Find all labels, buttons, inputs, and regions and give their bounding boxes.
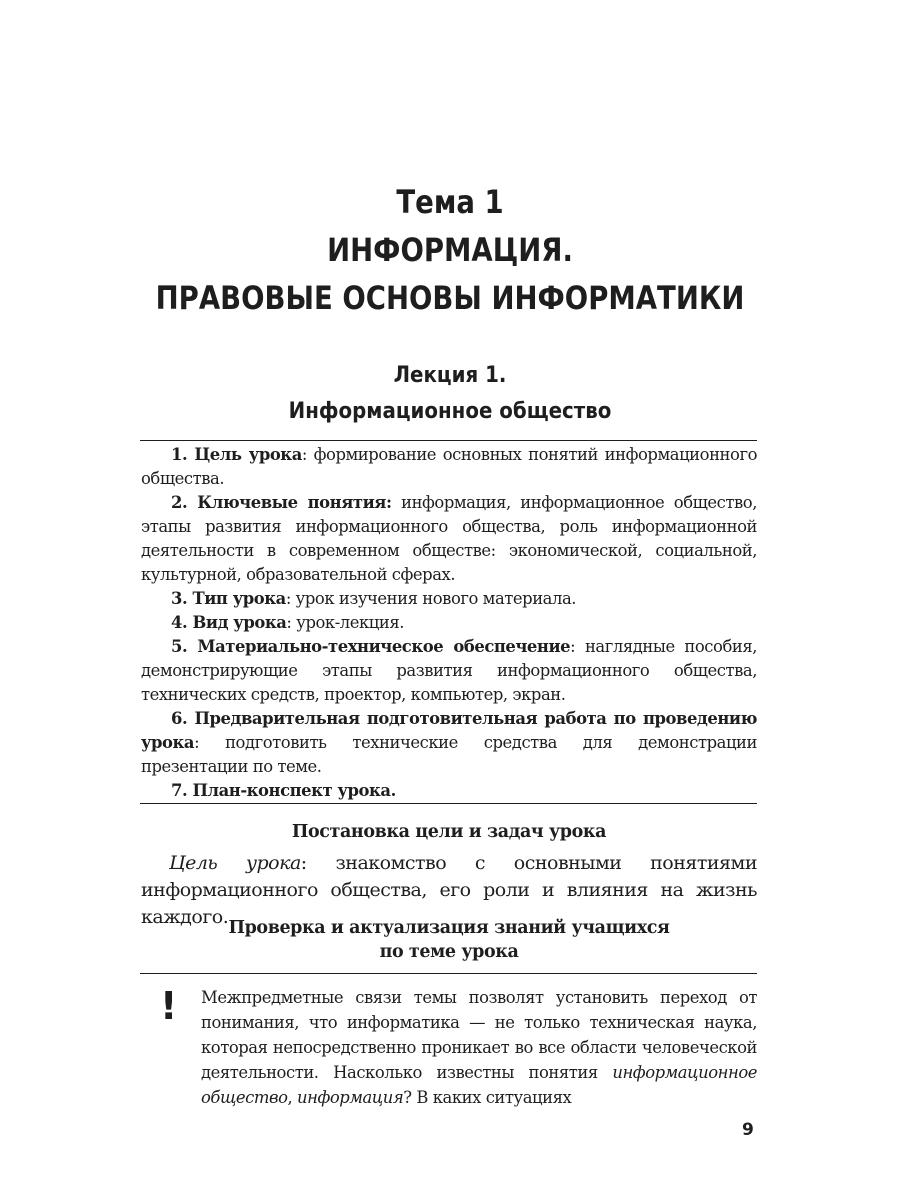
plan-item-separator: : bbox=[286, 613, 297, 632]
section-heading-review bbox=[141, 916, 757, 964]
plan-item-text: подготовить технические средства для демонстрации презентации по теме. bbox=[141, 733, 757, 776]
plan-item bbox=[141, 779, 757, 803]
plan-item-text: наглядные пособия, демонстрирующие этапы развития информационного общества, технических средств, проектор, компьютер, экран. bbox=[141, 637, 757, 704]
plan-item bbox=[141, 443, 757, 491]
plan-item-text: урок-лекция. bbox=[296, 613, 405, 632]
plan-item-text: формирование основных понятий информационного общества. bbox=[141, 445, 757, 488]
topic-heading bbox=[0, 178, 900, 322]
topic-title-line-2: ПРАВОВЫЕ ОСНОВЫ ИНФОРМАТИКИ bbox=[155, 279, 745, 317]
lecture-number: Лекция 1. bbox=[393, 363, 507, 388]
plan-item-label: 1. Цель урока bbox=[171, 445, 302, 464]
note-text-end: ? В каких ситуациях bbox=[403, 1088, 572, 1107]
lesson-plan bbox=[141, 443, 757, 803]
note-text: Межпредметные связи темы позволят установить переход от понимания, что информатика — не только техническая наука, которая непосредственно проникает во все области человеческой деятельности. Насколько известны понятия bbox=[201, 988, 757, 1082]
plan-item-label: 7. План-конспект урока. bbox=[171, 781, 396, 800]
page-number: 9 bbox=[742, 1120, 754, 1140]
plan-item-separator bbox=[392, 493, 402, 512]
topic-title-line-1: ИНФОРМАЦИЯ. bbox=[327, 231, 573, 269]
plan-item-separator: : bbox=[570, 637, 585, 656]
note-paragraph bbox=[201, 985, 757, 1110]
section-heading-goal: Постановка цели и задач урока bbox=[291, 822, 607, 842]
note-comma: , bbox=[287, 1088, 298, 1107]
plan-item-label: 2. Ключевые понятия: bbox=[171, 493, 392, 512]
plan-item-label: 3. Тип урока bbox=[171, 589, 286, 608]
plan-item-label: 4. Вид урока bbox=[171, 613, 287, 632]
note-term: информационное общество bbox=[201, 1063, 757, 1107]
section-heading-line: Проверка и актуализация знаний учащихся bbox=[228, 918, 670, 938]
plan-item bbox=[141, 611, 757, 635]
plan-item bbox=[141, 491, 757, 587]
goal-text: знакомство с основными понятиями информационного общества, его роли и влияния на жизнь каждого. bbox=[141, 852, 757, 928]
topic-number: Тема 1 bbox=[396, 183, 504, 221]
plan-item bbox=[141, 635, 757, 707]
plan-item bbox=[141, 707, 757, 779]
note-term: информация bbox=[297, 1088, 404, 1107]
plan-item-label: 5. Материально-техническое обеспечение bbox=[171, 637, 571, 656]
plan-item-separator: : bbox=[285, 589, 296, 608]
plan-item-label: 6. Предварительная подготовительная работа по проведению урока bbox=[141, 709, 757, 752]
section-heading-line: по теме урока bbox=[379, 942, 519, 962]
plan-item-text: урок изучения нового материала. bbox=[295, 589, 577, 608]
lecture-title: Информационное общество bbox=[288, 399, 612, 424]
divider-bottom bbox=[140, 973, 757, 974]
divider-middle bbox=[140, 803, 757, 804]
goal-separator: : bbox=[300, 852, 336, 874]
plan-item-text: информация, информационное общество, этапы развития информационного общества, роль информационной деятельности в современном обществе: экономической, социальной, культурной, образовательной сферах. bbox=[141, 493, 757, 584]
plan-item-separator: : bbox=[194, 733, 226, 752]
exclamation-icon: ! bbox=[160, 984, 178, 1028]
lecture-heading bbox=[0, 358, 900, 430]
divider-top bbox=[140, 440, 757, 441]
plan-item-separator: : bbox=[301, 445, 314, 464]
plan-item bbox=[141, 587, 757, 611]
goal-label: Цель урока bbox=[169, 852, 301, 874]
